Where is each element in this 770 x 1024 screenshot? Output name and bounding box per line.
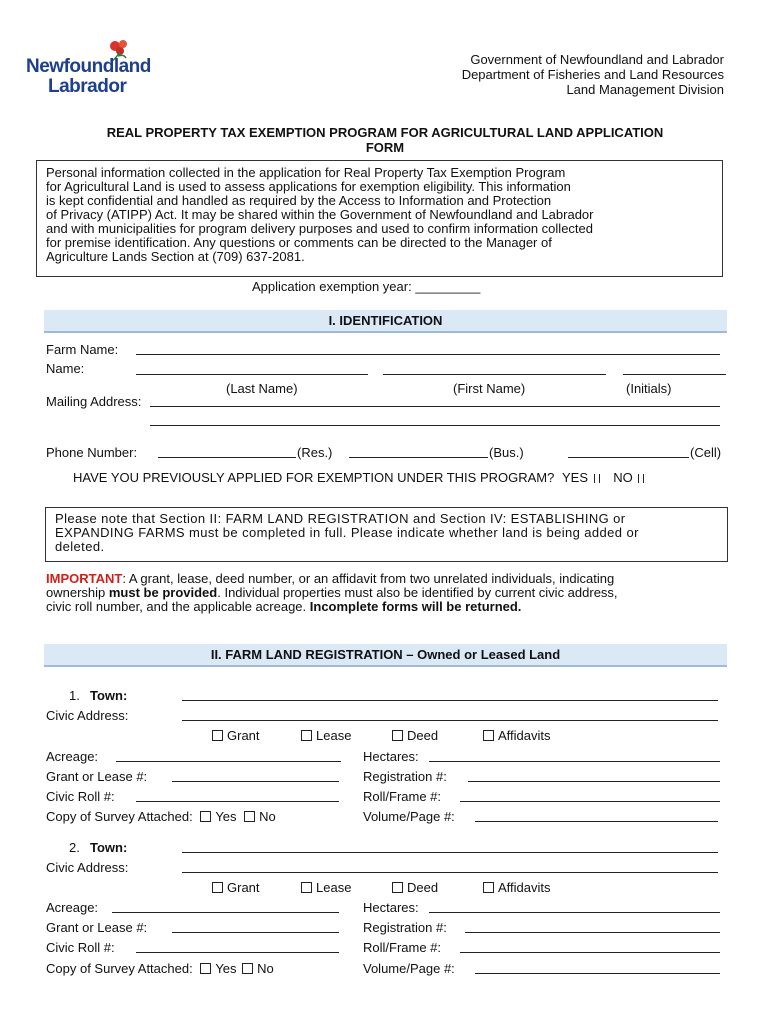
previously-applied-yes-checkbox[interactable] xyxy=(594,474,600,483)
entry-2-acreage-field[interactable] xyxy=(112,912,339,913)
important-label: IMPORTANT xyxy=(46,571,123,586)
survey-no-checkbox[interactable] xyxy=(244,811,255,822)
entry-2-town-field[interactable] xyxy=(182,852,718,853)
survey-yes-label: Yes xyxy=(215,961,237,976)
lease-checkbox[interactable] xyxy=(301,730,312,741)
deed-checkbox[interactable] xyxy=(392,730,403,741)
previously-applied-text: HAVE YOU PREVIOUSLY APPLIED FOR EXEMPTION UNDER THIS PROGRAM? xyxy=(73,470,555,485)
phone-cell-field[interactable] xyxy=(568,457,689,458)
header-division: Land Management Division xyxy=(566,82,724,97)
entry-2-civic-address-field[interactable] xyxy=(182,872,718,873)
affidavits-checkbox[interactable] xyxy=(483,882,494,893)
survey-yes-checkbox[interactable] xyxy=(200,811,211,822)
entry-2-civic-roll-field[interactable] xyxy=(136,952,339,953)
entry-2-volume-page-field[interactable] xyxy=(475,973,720,974)
entry-2-grant-lease-label: Grant or Lease #: xyxy=(46,920,148,935)
important-text-2a: ownership xyxy=(46,585,109,600)
important-text-3a: civic roll number, and the applicable acreage. xyxy=(46,599,310,614)
important-text-1: : A grant, lease, deed number, or an affidavit from two unrelated individuals, indicating xyxy=(122,571,615,586)
survey-no-label: No xyxy=(259,809,276,824)
entry-1-town-field[interactable] xyxy=(182,700,718,701)
entry-2-civic-roll-label: Civic Roll #: xyxy=(46,940,115,955)
entry-1-registration-field[interactable] xyxy=(468,781,720,782)
entry-2-roll-frame-label: Roll/Frame #: xyxy=(363,940,442,955)
entry-1-roll-frame-field[interactable] xyxy=(460,801,720,802)
deed-checkbox[interactable] xyxy=(392,882,403,893)
logo-text-labrador: Labrador xyxy=(48,76,127,97)
form-title xyxy=(46,125,724,155)
entry-1-hectares-field[interactable] xyxy=(429,761,720,762)
entry-2-number: 2. xyxy=(69,840,80,855)
no-label: NO xyxy=(613,470,633,485)
previously-applied-no-checkbox[interactable] xyxy=(638,474,644,483)
entry-1-deed-option[interactable] xyxy=(392,728,438,743)
previously-applied-question xyxy=(73,470,646,485)
entry-1-registration-label: Registration #: xyxy=(363,769,447,784)
privacy-line: for premise identification. Any questions or comments can be directed to the Manager of xyxy=(46,235,552,250)
mailing-address-label: Mailing Address: xyxy=(46,394,142,409)
section-identification-header: I. IDENTIFICATION xyxy=(44,310,727,333)
first-name-field[interactable] xyxy=(383,374,606,375)
lease-checkbox[interactable] xyxy=(301,882,312,893)
entry-1-hectares-label: Hectares: xyxy=(363,749,419,764)
affidavits-checkbox[interactable] xyxy=(483,730,494,741)
privacy-line: is kept confidential and handled as required by the Access to Information and Protection xyxy=(46,193,552,208)
phone-res-field[interactable] xyxy=(158,457,296,458)
affidavits-label: Affidavits xyxy=(498,880,551,895)
yes-label: YES xyxy=(561,470,588,485)
lease-label: Lease xyxy=(316,728,352,743)
survey-no-checkbox[interactable] xyxy=(242,963,253,974)
privacy-line: for Agricultural Land is used to assess applications for exemption eligibility. This information xyxy=(46,179,571,194)
entry-1-civic-roll-label: Civic Roll #: xyxy=(46,789,115,804)
entry-2-survey-attached xyxy=(46,961,274,976)
survey-yes-label: Yes xyxy=(215,809,237,824)
entry-1-survey-attached xyxy=(46,809,276,824)
newfoundland-labrador-logo xyxy=(24,36,164,96)
grant-checkbox[interactable] xyxy=(212,730,223,741)
important-text-2c: . Individual properties must also be identified by current civic address, xyxy=(217,585,618,600)
entry-2-town-label: Town: xyxy=(90,840,128,855)
phone-number-label: Phone Number: xyxy=(46,445,138,460)
deed-label: Deed xyxy=(407,880,439,895)
entry-2-grant-option[interactable] xyxy=(212,880,260,895)
affidavits-label: Affidavits xyxy=(498,728,551,743)
important-must-be-provided: must be provided xyxy=(108,585,218,600)
government-header xyxy=(462,52,724,97)
initials-caption: (Initials) xyxy=(626,381,672,396)
privacy-line: Agriculture Lands Section at (709) 637-2081. xyxy=(46,249,305,264)
survey-yes-checkbox[interactable] xyxy=(200,963,211,974)
grant-label: Grant xyxy=(227,880,260,895)
privacy-line: Personal information collected in the application for Real Property Tax Exemption Program xyxy=(46,165,566,180)
entry-1-civic-address-label: Civic Address: xyxy=(46,708,129,723)
form-title-line2: FORM xyxy=(365,140,405,155)
entry-1-volume-page-label: Volume/Page #: xyxy=(363,809,455,824)
farm-name-field[interactable] xyxy=(136,354,720,355)
note-line: deleted. xyxy=(55,539,105,554)
entry-2-hectares-field[interactable] xyxy=(429,912,720,913)
phone-res-caption: (Res.) xyxy=(297,445,333,460)
grant-label: Grant xyxy=(227,728,260,743)
header-government: Government of Newfoundland and Labrador xyxy=(470,52,724,67)
first-name-caption: (First Name) xyxy=(453,381,526,396)
entry-1-town-label: Town: xyxy=(90,688,128,703)
entry-2-volume-page-label: Volume/Page #: xyxy=(363,961,455,976)
logo-text-newfoundland: Newfoundland xyxy=(26,56,151,77)
last-name-field[interactable] xyxy=(136,374,368,375)
note-line: EXPANDING FARMS must be completed in full. Please indicate whether land is being added or xyxy=(55,525,639,540)
completion-note-box xyxy=(45,507,728,562)
lease-label: Lease xyxy=(316,880,352,895)
mailing-address-field-line2[interactable] xyxy=(150,425,720,426)
important-notice xyxy=(46,572,728,614)
entry-2-acreage-label: Acreage: xyxy=(46,900,99,915)
entry-2-registration-label: Registration #: xyxy=(363,920,447,935)
entry-1-lease-option[interactable] xyxy=(301,728,351,743)
survey-attached-label: Copy of Survey Attached: xyxy=(46,809,193,824)
entry-2-lease-option[interactable] xyxy=(301,880,351,895)
entry-2-grant-lease-field[interactable] xyxy=(172,932,339,933)
entry-2-civic-address-label: Civic Address: xyxy=(46,860,129,875)
name-label: Name: xyxy=(46,361,85,376)
entry-2-registration-field[interactable] xyxy=(465,932,720,933)
header-department: Department of Fisheries and Land Resources xyxy=(461,67,724,82)
entry-2-hectares-label: Hectares: xyxy=(363,900,419,915)
section-farm-land-registration-header: II. FARM LAND REGISTRATION – Owned or Leased Land xyxy=(44,644,727,667)
farm-name-label: Farm Name: xyxy=(46,342,119,357)
entry-2-affidavits-option[interactable] xyxy=(483,880,551,895)
entry-1-civic-address-field[interactable] xyxy=(182,720,718,721)
entry-2-deed-option[interactable] xyxy=(392,880,438,895)
note-line: Please note that Section II: FARM LAND REGISTRATION and Section IV: ESTABLISHING or xyxy=(55,511,626,526)
entry-1-civic-roll-field[interactable] xyxy=(136,801,339,802)
survey-attached-label: Copy of Survey Attached: xyxy=(46,961,193,976)
entry-2-roll-frame-field[interactable] xyxy=(460,952,720,953)
privacy-line: of Privacy (ATIPP) Act. It may be shared within the Government of Newfoundland and Labrador xyxy=(46,207,594,222)
entry-1-roll-frame-label: Roll/Frame #: xyxy=(363,789,442,804)
entry-1-acreage-label: Acreage: xyxy=(46,749,99,764)
initials-field[interactable] xyxy=(623,374,726,375)
entry-1-acreage-field[interactable] xyxy=(116,761,341,762)
grant-checkbox[interactable] xyxy=(212,882,223,893)
entry-1-grant-lease-field[interactable] xyxy=(172,781,339,782)
entry-1-number: 1. xyxy=(69,688,80,703)
important-incomplete-returned: Incomplete forms will be returned. xyxy=(309,599,522,614)
entry-1-affidavits-option[interactable] xyxy=(483,728,551,743)
deed-label: Deed xyxy=(407,728,439,743)
mailing-address-field[interactable] xyxy=(150,406,720,407)
phone-bus-caption: (Bus.) xyxy=(489,445,524,460)
phone-cell-caption: (Cell) xyxy=(690,445,722,460)
entry-1-grant-lease-label: Grant or Lease #: xyxy=(46,769,148,784)
privacy-line: and with municipalities for program delivery purposes and used to confirm information collected xyxy=(46,221,593,236)
phone-bus-field[interactable] xyxy=(349,457,488,458)
entry-1-volume-page-field[interactable] xyxy=(475,821,718,822)
entry-1-grant-option[interactable] xyxy=(212,728,260,743)
form-title-line1: REAL PROPERTY TAX EXEMPTION PROGRAM FOR AGRICULTURAL LAND APPLICATION xyxy=(106,125,664,140)
last-name-caption: (Last Name) xyxy=(226,381,298,396)
survey-no-label: No xyxy=(257,961,274,976)
privacy-notice-box xyxy=(36,160,723,277)
application-exemption-year-field[interactable]: Application exemption year: _________ xyxy=(252,279,481,294)
